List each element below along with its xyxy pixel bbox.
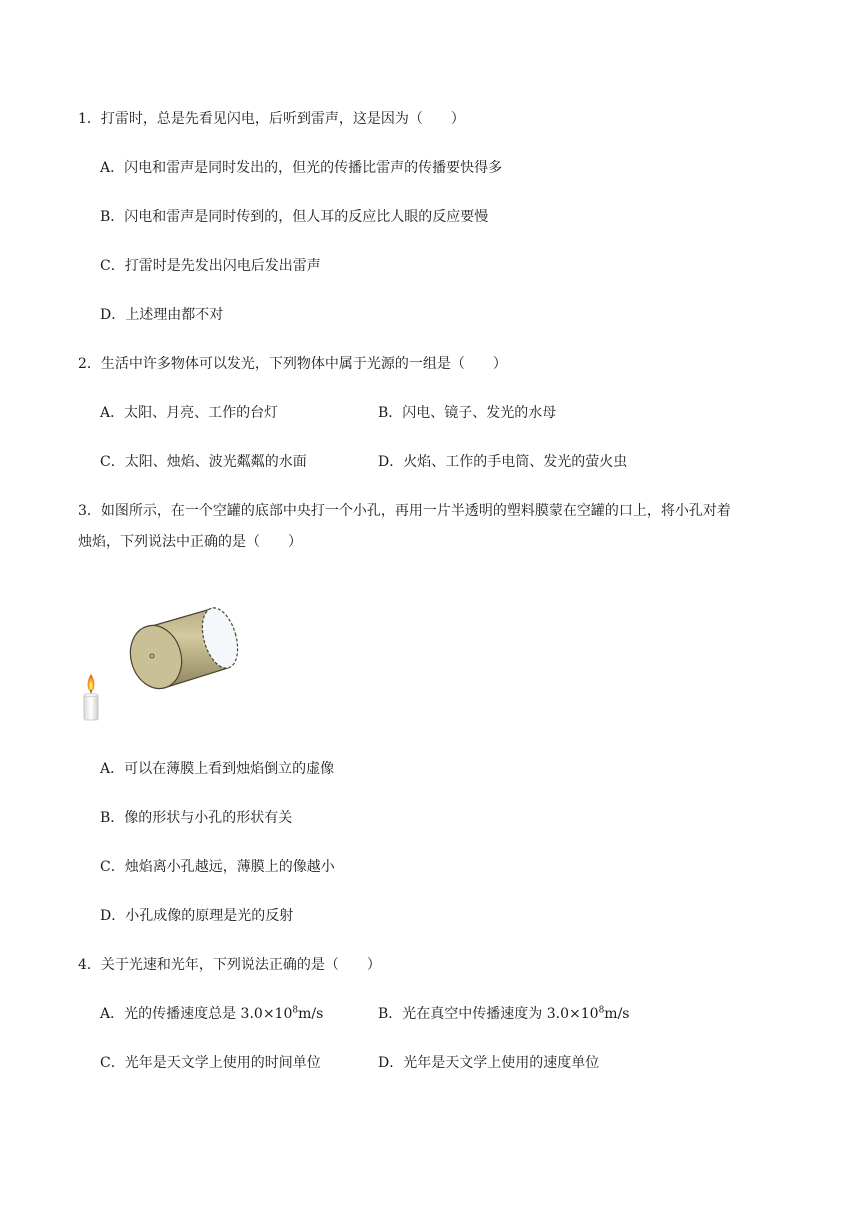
question-4-option-a-exponent: 8 bbox=[292, 1005, 299, 1016]
question-4-option-a-unit: m/s bbox=[298, 1006, 324, 1022]
question-4-option-b[interactable] bbox=[378, 1004, 629, 1024]
question-1-option-a[interactable]: A．闪电和雷声是同时发出的，但光的传播比雷声的传播要快得多 bbox=[100, 160, 503, 176]
question-2-option-d[interactable]: D．火焰、工作的手电筒、发光的萤火虫 bbox=[378, 454, 628, 470]
question-1-stem: 1．打雷时，总是先看见闪电，后听到雷声，这是因为（ ） bbox=[78, 111, 465, 127]
question-3-stem-line-1: 3．如图所示，在一个空罐的底部中央打一个小孔，再用一片半透明的塑料膜蒙在空罐的口上，将小孔对着 bbox=[78, 503, 731, 519]
question-4-option-a[interactable] bbox=[100, 1004, 323, 1024]
question-4-stem: 4．关于光速和光年，下列说法正确的是（ ） bbox=[78, 957, 381, 973]
question-4-option-b-text: B．光在真空中传播速度为 3.0×10 bbox=[378, 1006, 599, 1022]
question-3-stem-line-2: 烛焰，下列说法中正确的是（ ） bbox=[78, 534, 302, 550]
question-2-option-b[interactable]: B．闪电、镜子、发光的水母 bbox=[378, 405, 557, 421]
pinhole-camera-figure bbox=[76, 598, 246, 728]
question-1-option-c[interactable]: C．打雷时是先发出闪电后发出雷声 bbox=[100, 258, 321, 274]
question-4-option-c[interactable]: C．光年是天文学上使用的时间单位 bbox=[100, 1055, 321, 1071]
question-3-option-d[interactable]: D．小孔成像的原理是光的反射 bbox=[100, 908, 294, 924]
question-4-option-a-text: A．光的传播速度总是 3.0×10 bbox=[100, 1006, 293, 1022]
question-2-stem: 2．生活中许多物体可以发光，下列物体中属于光源的一组是（ ） bbox=[78, 356, 507, 372]
question-4-option-b-exponent: 8 bbox=[598, 1005, 605, 1016]
question-4-option-d[interactable]: D．光年是天文学上使用的速度单位 bbox=[378, 1055, 600, 1071]
question-3-option-a[interactable]: A．可以在薄膜上看到烛焰倒立的虚像 bbox=[100, 761, 335, 777]
can-icon bbox=[123, 604, 244, 695]
question-2-option-a[interactable]: A．太阳、月亮、工作的台灯 bbox=[100, 405, 279, 421]
question-3-option-c[interactable]: C．烛焰离小孔越远，薄膜上的像越小 bbox=[100, 859, 335, 875]
candle-icon bbox=[84, 674, 98, 720]
question-1-option-d[interactable]: D．上述理由都不对 bbox=[100, 307, 224, 323]
question-1-option-b[interactable]: B．闪电和雷声是同时传到的，但人耳的反应比人眼的反应要慢 bbox=[100, 209, 489, 225]
question-2-option-c[interactable]: C．太阳、烛焰、波光粼粼的水面 bbox=[100, 454, 307, 470]
question-3-option-b[interactable]: B．像的形状与小孔的形状有关 bbox=[100, 810, 293, 826]
question-4-option-b-unit: m/s bbox=[604, 1006, 630, 1022]
